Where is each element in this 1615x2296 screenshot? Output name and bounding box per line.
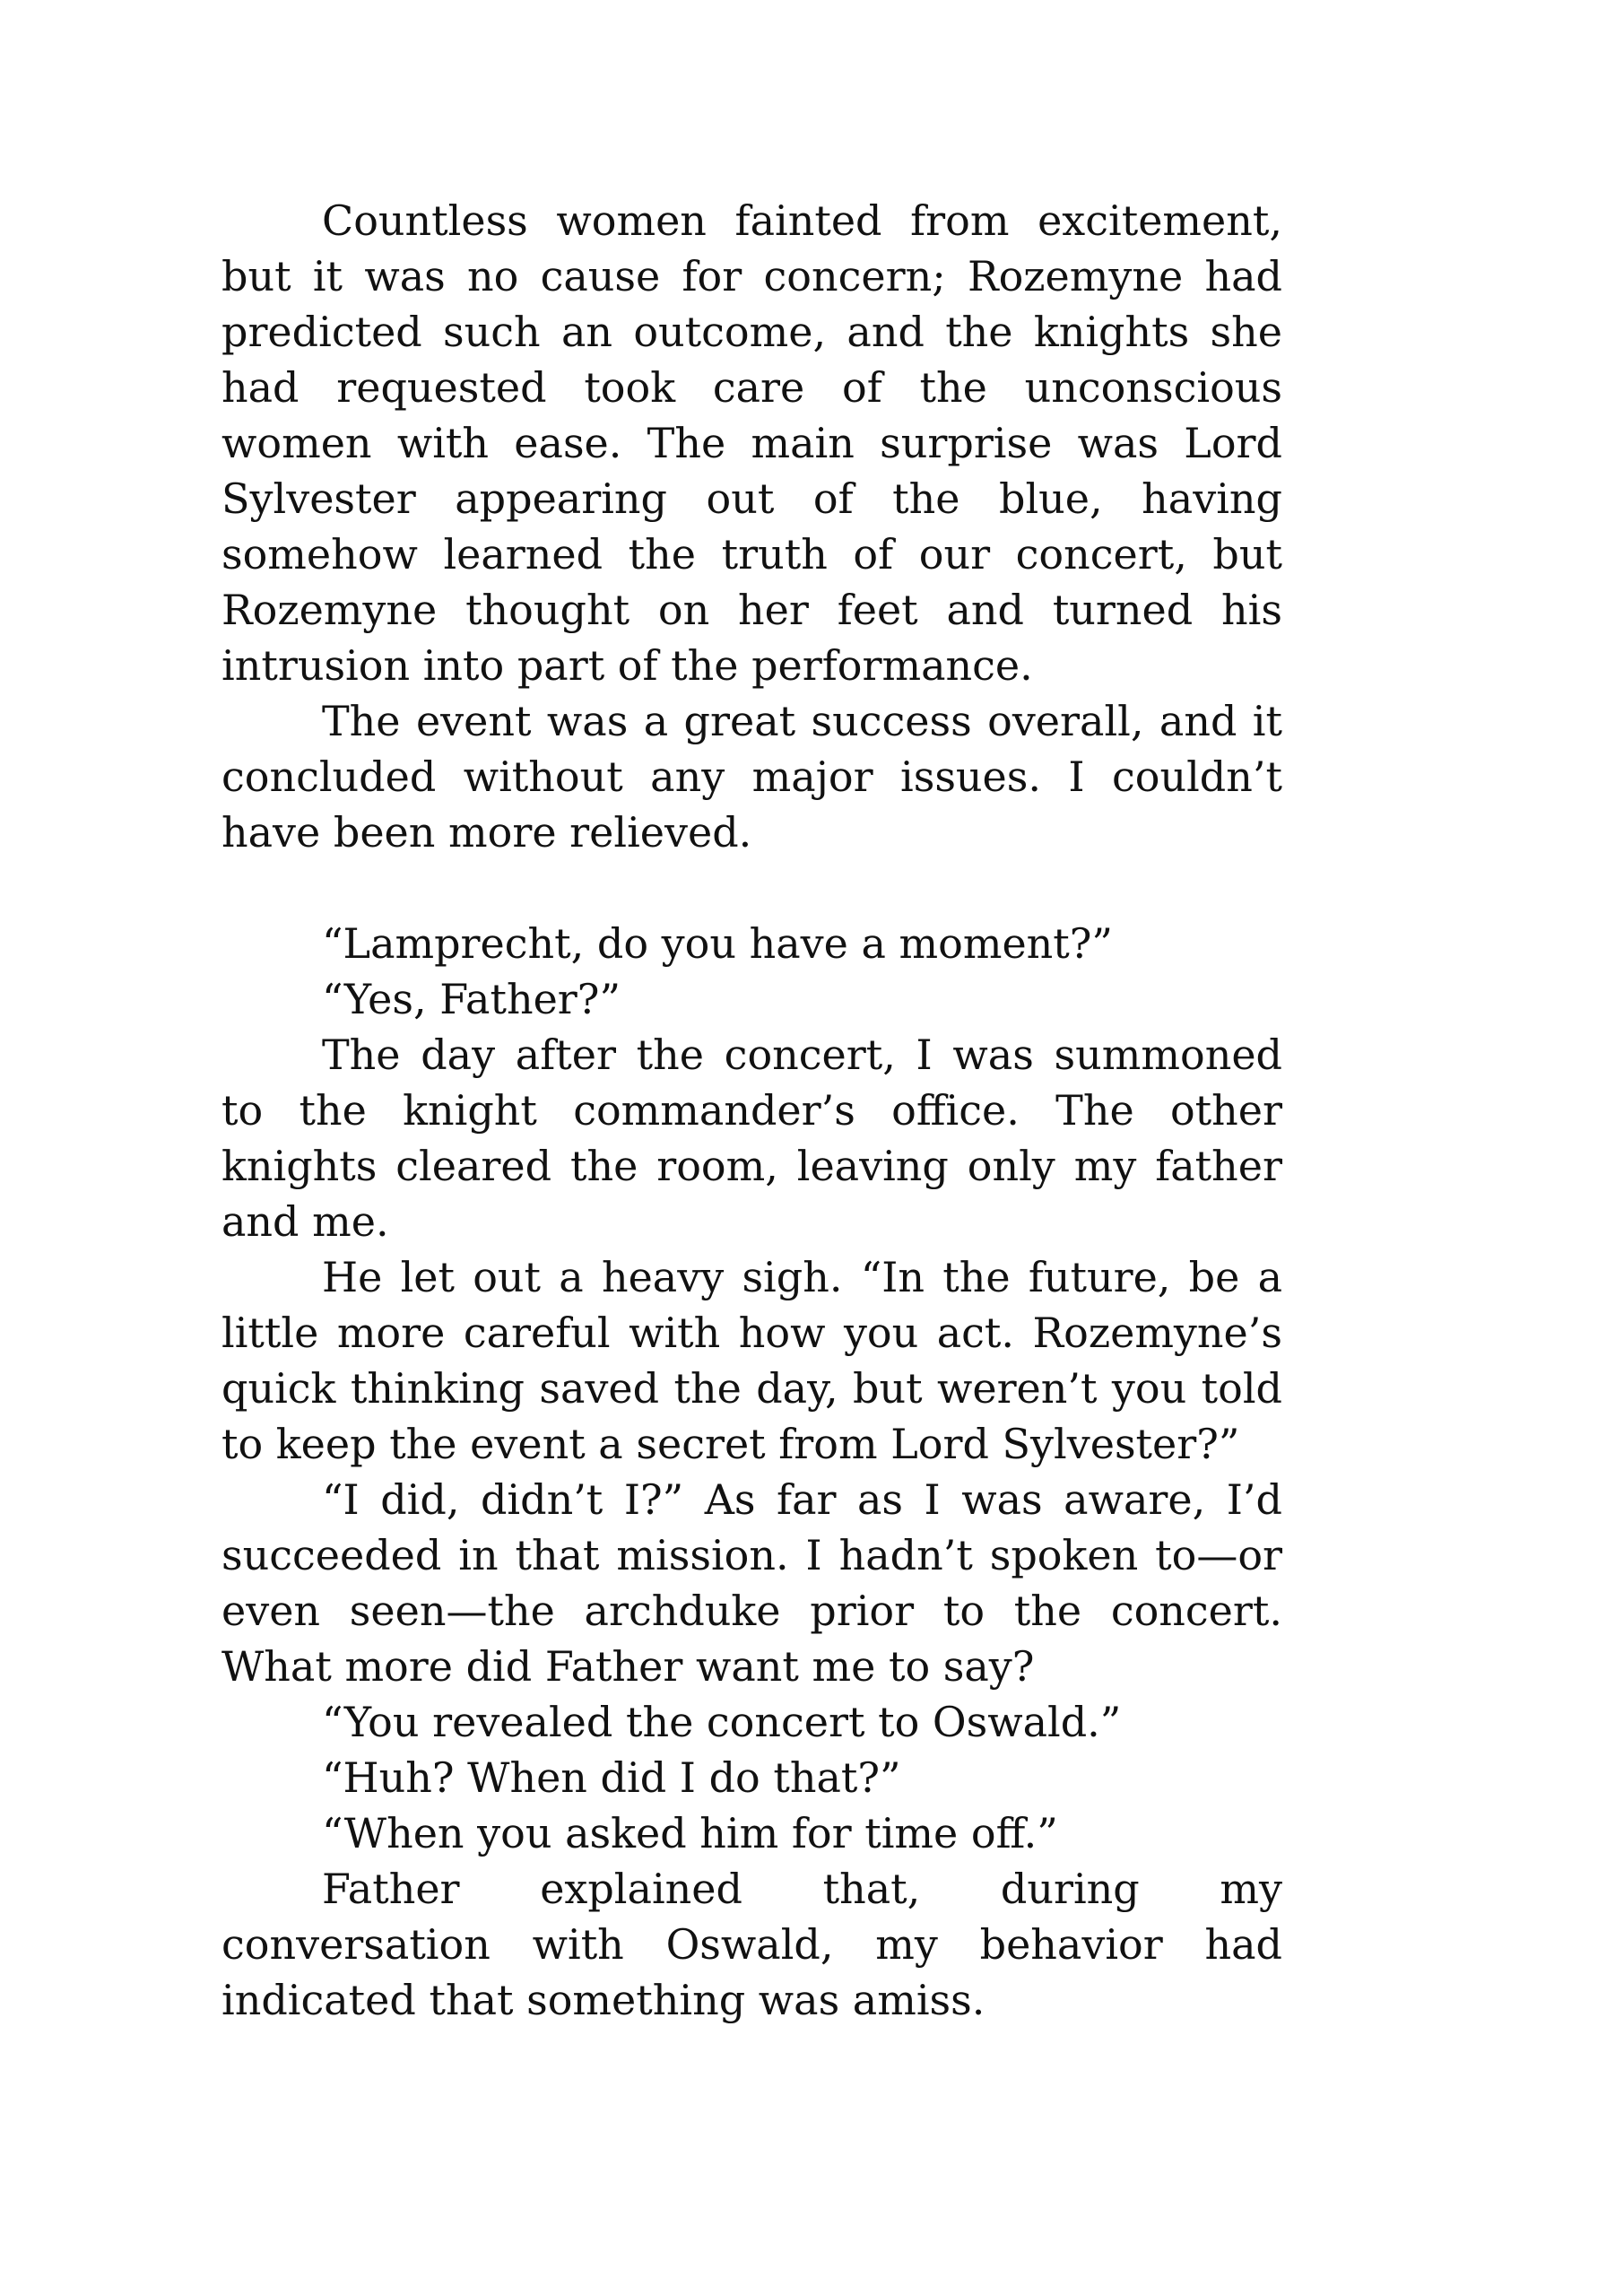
paragraph-i-did: “I did, didn’t I?” As far as I was aware, I’d succeeded in that mission. I hadn’t spoken to—or even seen—the archduke prior to the concert. What more did Father want me to say? <box>221 1475 1282 1691</box>
paragraph-success: The event was a great success overall, and it concluded without any major issues. I couldn’t have been more relieved. <box>221 697 1282 857</box>
dialogue-revealed: “You revealed the concert to Oswald.” <box>322 1698 1122 1746</box>
dialogue-time-off: “When you asked him for time off.” <box>322 1809 1058 1857</box>
paragraph-summoned: The day after the concert, I was summoned to the knight commander’s office. The other knights cleared the room, leaving only my father and me. <box>221 1031 1282 1246</box>
book-page <box>221 193 1282 2028</box>
dialogue-huh: “Huh? When did I do that?” <box>322 1753 901 1802</box>
paragraph-father-explained: Father explained that, during my conversation with Oswald, my behavior had indicated that something was amiss. <box>221 1865 1282 2024</box>
paragraph-fainted: Countless women fainted from excitement, but it was no cause for concern; Rozemyne had predicted such an outcome, and the knights she had requested took care of the unconscious women with ease. The main surprise was Lord Sylvester appearing out of the blue, having somehow learned the truth of our concert, but Rozemyne thought on her feet and turned his intrusion into part of the performance. <box>221 196 1282 690</box>
dialogue-yes-father: “Yes, Father?” <box>322 975 621 1023</box>
scene-break <box>221 860 1282 916</box>
dialogue-lamprecht: “Lamprecht, do you have a moment?” <box>322 919 1113 968</box>
paragraph-heavy-sigh: He let out a heavy sigh. “In the future, be a little more careful with how you act. Rozemyne’s quick thinking saved the day, but weren’t you told to keep the event a secret from Lord Sylvester?” <box>221 1253 1282 1468</box>
